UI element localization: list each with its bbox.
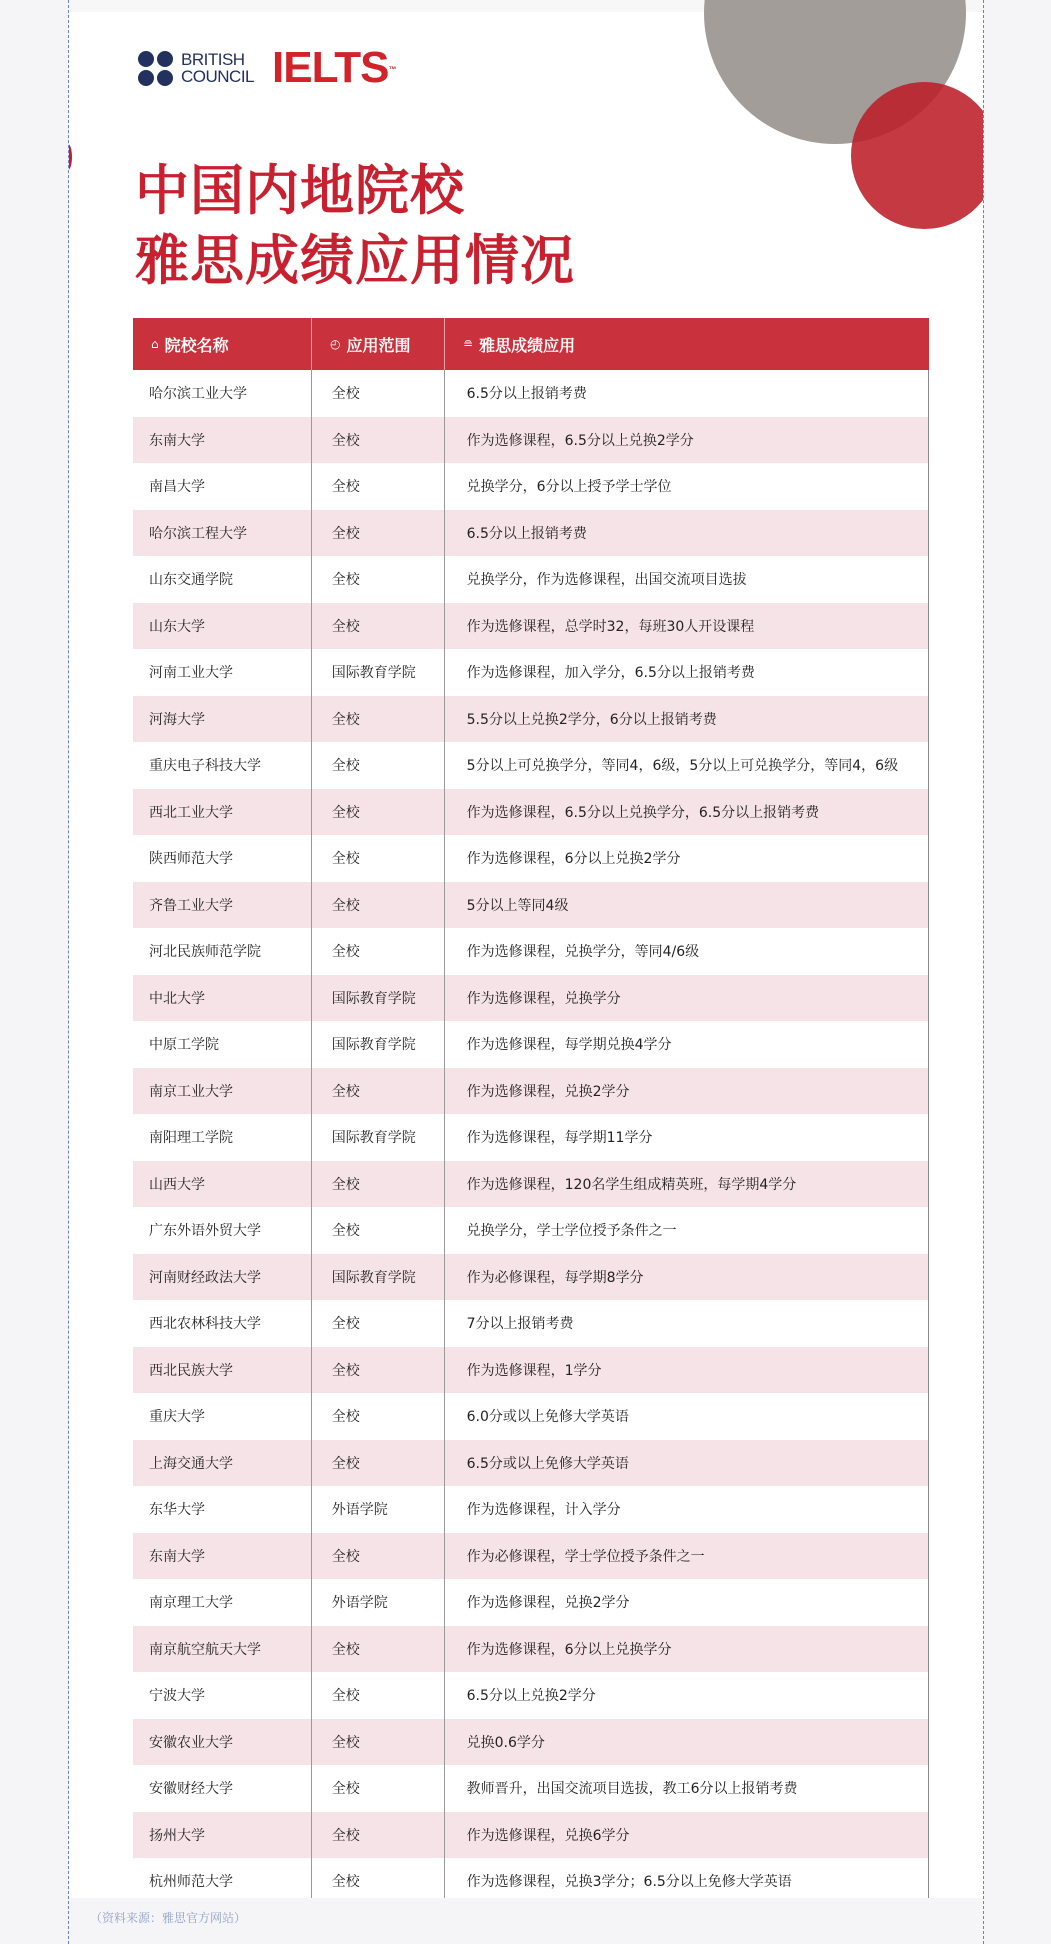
cell-school-name: 河海大学 — [133, 696, 312, 743]
table-row — [133, 789, 929, 836]
graduation-cap-icon: ≘ — [463, 337, 474, 351]
cell-scope: 全校 — [312, 1440, 445, 1487]
cell-school-name: 南京航空航天大学 — [133, 1626, 312, 1673]
title-line-1: 中国内地院校 — [135, 159, 465, 222]
cell-school-name: 宁波大学 — [133, 1672, 312, 1719]
cell-school-name: 东华大学 — [133, 1486, 312, 1533]
score-usage-table — [133, 318, 929, 1898]
cell-school-name: 南京理工大学 — [133, 1579, 312, 1626]
cell-score-usage: 作为选修课程，兑换2学分 — [466, 1595, 630, 1612]
table-row — [133, 370, 929, 417]
table-row — [133, 835, 929, 882]
cell-scope: 全校 — [312, 1533, 445, 1580]
cell-score-usage: 作为选修课程，兑换3学分；6.5分以上免修大学英语 — [466, 1874, 792, 1891]
cell-school-name: 陕西师范大学 — [133, 835, 312, 882]
british-council-logo-icon — [138, 51, 173, 86]
cell-school-name: 山东大学 — [133, 603, 312, 650]
table-row — [133, 1300, 929, 1347]
cell-scope: 全校 — [312, 1347, 445, 1394]
cell-school-name: 扬州大学 — [133, 1812, 312, 1859]
cell-scope: 全校 — [312, 1719, 445, 1766]
cell-scope: 全校 — [312, 370, 445, 417]
header-school: ⌂ 院校名称 — [133, 318, 312, 370]
cell-school-name: 南京工业大学 — [133, 1068, 312, 1115]
page-title — [135, 156, 575, 296]
cell-score-usage: 作为必修课程，学士学位授予条件之一 — [466, 1548, 705, 1565]
cell-score-usage: 教师晋升，出国交流项目选拔，教工6分以上报销考费 — [466, 1781, 798, 1798]
logo-bar — [138, 43, 396, 92]
cell-scope: 全校 — [312, 417, 445, 464]
british-council-wordmark: BRITISH COUNCIL — [181, 50, 255, 86]
cell-scope: 全校 — [312, 463, 445, 510]
cell-school-name: 安徽农业大学 — [133, 1719, 312, 1766]
table-row — [133, 1858, 929, 1898]
scope-icon: ◴ — [330, 337, 341, 351]
cell-score-usage: 作为选修课程，每学期11学分 — [466, 1130, 653, 1147]
decorative-left-mark — [69, 144, 72, 170]
cell-scope: 全校 — [312, 1812, 445, 1859]
cell-scope: 全校 — [312, 603, 445, 650]
table-row — [133, 1347, 929, 1394]
cell-scope: 国际教育学院 — [312, 975, 445, 1022]
table-row — [133, 1114, 929, 1161]
cell-school-name: 西北民族大学 — [133, 1347, 312, 1394]
cell-scope: 外语学院 — [312, 1486, 445, 1533]
cell-school-name: 河南财经政法大学 — [133, 1254, 312, 1301]
table-row — [133, 696, 929, 743]
cell-school-name: 南阳理工学院 — [133, 1114, 312, 1161]
cell-scope: 全校 — [312, 928, 445, 975]
cell-score-usage: 6.5分以上兑换2学分 — [466, 1688, 596, 1705]
cell-school-name: 西北工业大学 — [133, 789, 312, 836]
cell-score-usage: 6.5分以上报销考费 — [466, 525, 587, 542]
cell-score-usage: 作为选修课程，加入学分，6.5分以上报销考费 — [466, 665, 755, 682]
cell-score-usage: 兑换0.6学分 — [466, 1734, 545, 1751]
cell-score-usage: 兑换学分，学士学位授予条件之一 — [466, 1223, 677, 1240]
cell-score-usage: 作为选修课程，1学分 — [466, 1362, 602, 1379]
cell-school-name: 上海交通大学 — [133, 1440, 312, 1487]
cell-school-name: 哈尔滨工业大学 — [133, 370, 312, 417]
table-row — [133, 1068, 929, 1115]
cell-school-name: 南昌大学 — [133, 463, 312, 510]
cell-score-usage: 作为选修课程，每学期兑换4学分 — [466, 1037, 672, 1054]
table-row — [133, 975, 929, 1022]
cell-score-usage: 5分以上等同4级 — [466, 897, 569, 914]
table-row — [133, 1486, 929, 1533]
cell-school-name: 东南大学 — [133, 417, 312, 464]
table-row — [133, 882, 929, 929]
table-row — [133, 1254, 929, 1301]
decorative-red-circle — [851, 82, 983, 229]
cell-school-name: 杭州师范大学 — [133, 1858, 312, 1898]
cell-score-usage: 作为选修课程，6.5分以上兑换学分，6.5分以上报销考费 — [466, 804, 820, 821]
cell-score-usage: 作为选修课程，兑换学分 — [466, 990, 621, 1007]
cell-scope: 全校 — [312, 1068, 445, 1115]
cell-scope: 全校 — [312, 556, 445, 603]
cell-scope: 全校 — [312, 1207, 445, 1254]
table-row — [133, 1812, 929, 1859]
poster-card — [69, 0, 983, 1898]
cell-score-usage: 6.5分或以上免修大学英语 — [466, 1455, 629, 1472]
school-icon: ⌂ — [151, 337, 159, 351]
table-row — [133, 1626, 929, 1673]
table-row — [133, 1579, 929, 1626]
header-usage: ≘ 雅思成绩应用 — [463, 335, 576, 355]
cell-score-usage: 兑换学分，作为选修课程，出国交流项目选拔 — [466, 572, 747, 589]
table-row — [133, 463, 929, 510]
table-row — [133, 1440, 929, 1487]
table-row — [133, 1719, 929, 1766]
table-row — [133, 510, 929, 557]
cell-scope: 全校 — [312, 742, 445, 789]
cell-score-usage: 作为必修课程，每学期8学分 — [466, 1269, 644, 1286]
cell-scope: 全校 — [312, 1300, 445, 1347]
cell-score-usage: 作为选修课程，兑换6学分 — [466, 1827, 630, 1844]
cell-scope: 国际教育学院 — [312, 1021, 445, 1068]
cell-school-name: 中北大学 — [133, 975, 312, 1022]
cell-school-name: 广东外语外贸大学 — [133, 1207, 312, 1254]
title-line-2: 雅思成绩应用情况 — [135, 229, 575, 292]
table-row — [133, 1533, 929, 1580]
table-row — [133, 556, 929, 603]
cell-scope: 全校 — [312, 789, 445, 836]
table-row — [133, 603, 929, 650]
cell-school-name: 重庆大学 — [133, 1393, 312, 1440]
cell-score-usage: 6.5分以上报销考费 — [466, 386, 587, 403]
cell-score-usage: 6.0分或以上免修大学英语 — [466, 1409, 629, 1426]
cell-school-name: 安徽财经大学 — [133, 1765, 312, 1812]
table-row — [133, 1393, 929, 1440]
cell-score-usage: 作为选修课程，6.5分以上兑换2学分 — [466, 432, 694, 449]
cell-scope: 全校 — [312, 835, 445, 882]
cell-score-usage: 作为选修课程，120名学生组成精英班，每学期4学分 — [466, 1176, 797, 1193]
cell-score-usage: 兑换学分，6分以上授予学士学位 — [466, 479, 672, 496]
table-row — [133, 417, 929, 464]
cell-score-usage: 7分以上报销考费 — [466, 1316, 574, 1333]
cell-scope: 全校 — [312, 510, 445, 557]
table-header — [133, 318, 929, 370]
cell-score-usage: 作为选修课程，总学时32，每班30人开设课程 — [466, 618, 755, 635]
table-row — [133, 1765, 929, 1812]
table-row — [133, 649, 929, 696]
cell-score-usage: 5.5分以上兑换2学分，6分以上报销考费 — [466, 711, 717, 728]
table-row — [133, 1161, 929, 1208]
cell-school-name: 山东交通学院 — [133, 556, 312, 603]
cell-score-usage: 5分以上可兑换学分，等同4，6级，5分以上可兑换学分，等同4，6级 — [466, 758, 899, 775]
cell-scope: 国际教育学院 — [312, 1254, 445, 1301]
table-row — [133, 742, 929, 789]
table-row — [133, 928, 929, 975]
cell-score-usage: 作为选修课程，6分以上兑换学分 — [466, 1641, 672, 1658]
right-guide-line — [983, 0, 984, 1944]
cell-school-name: 河南工业大学 — [133, 649, 312, 696]
cell-scope: 全校 — [312, 882, 445, 929]
cell-school-name: 重庆电子科技大学 — [133, 742, 312, 789]
cell-score-usage: 作为选修课程，计入学分 — [466, 1502, 621, 1519]
cell-school-name: 西北农林科技大学 — [133, 1300, 312, 1347]
cell-scope: 全校 — [312, 1765, 445, 1812]
table-body — [133, 370, 929, 1898]
cell-score-usage: 作为选修课程，兑换学分，等同4/6级 — [466, 944, 700, 961]
cell-school-name: 东南大学 — [133, 1533, 312, 1580]
cell-scope: 国际教育学院 — [312, 649, 445, 696]
cell-score-usage: 作为选修课程，兑换2学分 — [466, 1083, 630, 1100]
table-row — [133, 1021, 929, 1068]
cell-scope: 外语学院 — [312, 1579, 445, 1626]
cell-scope: 全校 — [312, 1161, 445, 1208]
ielts-logo: IELTS™ — [272, 43, 396, 92]
cell-scope: 全校 — [312, 1393, 445, 1440]
cell-scope: 全校 — [312, 1858, 445, 1898]
header-scope: ◴ 应用范围 — [312, 318, 445, 370]
cell-score-usage: 作为选修课程，6分以上兑换2学分 — [466, 851, 681, 868]
cell-school-name: 山西大学 — [133, 1161, 312, 1208]
table-row — [133, 1672, 929, 1719]
source-note: （资料来源：雅思官方网站） — [90, 1911, 247, 1925]
cell-school-name: 齐鲁工业大学 — [133, 882, 312, 929]
cell-scope: 国际教育学院 — [312, 1114, 445, 1161]
cell-school-name: 哈尔滨工程大学 — [133, 510, 312, 557]
cell-scope: 全校 — [312, 696, 445, 743]
table-row — [133, 1207, 929, 1254]
cell-scope: 全校 — [312, 1672, 445, 1719]
cell-school-name: 中原工学院 — [133, 1021, 312, 1068]
cell-scope: 全校 — [312, 1626, 445, 1673]
cell-school-name: 河北民族师范学院 — [133, 928, 312, 975]
